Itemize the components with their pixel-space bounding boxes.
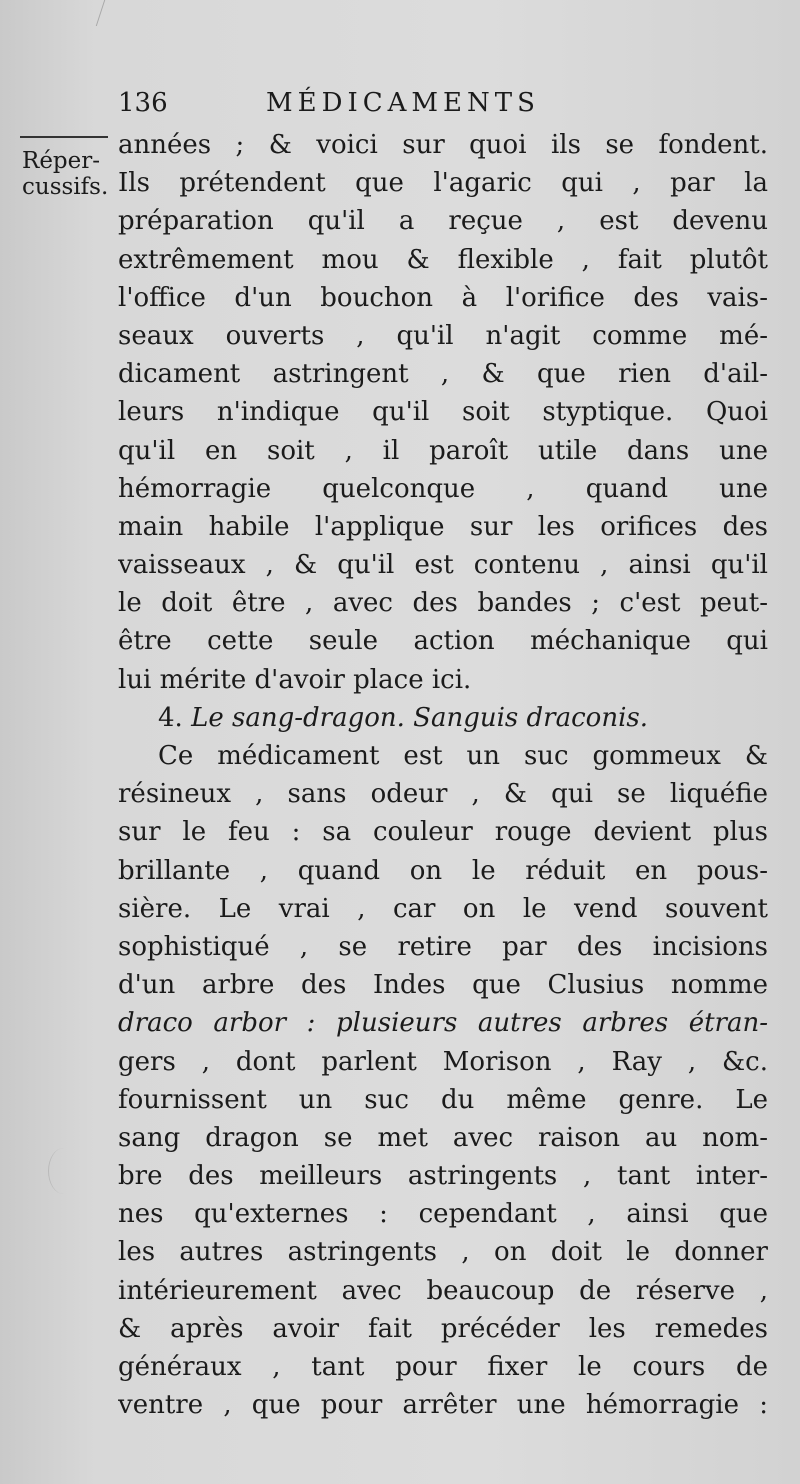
text-line: qu'il en soit , il paroît utile dans une — [118, 435, 768, 466]
text-line: généraux , tant pour fixer le cours de — [118, 1352, 768, 1382]
text-line: draco arbor : plusieurs autres arbres étran- — [118, 1008, 768, 1039]
section-title: Le sang-dragon. — [191, 702, 405, 733]
text-line: sophistiqué , se retire par des incisions — [118, 931, 768, 962]
text-line: l'office d'un bouchon à l'orifice des vais- — [118, 282, 768, 313]
text-line: les autres astringents , on doit le donner — [118, 1237, 768, 1268]
page-number: 136 — [118, 88, 168, 118]
text-line: seaux ouverts , qu'il n'agit comme mé- — [118, 320, 768, 351]
text-line: sang dragon se met avec raison au nom- — [118, 1122, 768, 1153]
text-line: sière. Le vrai , car on le vend souvent — [118, 893, 768, 924]
text-line: gers , dont parlent Morison , Ray , &c. — [118, 1046, 768, 1077]
running-header — [118, 88, 758, 124]
margin-note — [22, 148, 114, 200]
ink-stroke-mark — [96, 0, 119, 26]
text-line: préparation qu'il a reçue , est devenu — [118, 206, 768, 237]
text-line: ventre , que pour arrêter une hémorragie : — [118, 1390, 768, 1421]
text-line: Ce médicament est un suc gommeux & — [158, 741, 768, 771]
paper-smudge-mark — [48, 1148, 79, 1194]
section-latin-name: Sanguis draconis. — [413, 702, 648, 733]
text-line: fournissent un suc du même genre. Le — [118, 1084, 768, 1115]
text-line: hémorragie quelconque , quand une — [118, 473, 768, 504]
section-heading — [118, 699, 768, 737]
text-line: être cette seule action méchanique qui — [118, 626, 768, 657]
text-line: vaisseaux , & qu'il est contenu , ainsi qu'il — [118, 550, 768, 581]
text-line: main habile l'applique sur les orifices des — [118, 511, 768, 542]
text-line: sur le feu : sa couleur rouge devient plus — [118, 817, 768, 848]
text-line: leurs n'indique qu'il soit styptique. Quoi — [118, 397, 768, 428]
text-line: Ils prétendent que l'agaric qui , par la — [118, 168, 768, 199]
text-line: d'un arbre des Indes que Clusius nomme — [118, 970, 768, 1001]
margin-note-text: Réper- cussifs. — [22, 148, 109, 200]
section-number: 4. — [158, 702, 183, 733]
text-line: extrêmement mou & flexible , fait plutôt — [118, 244, 768, 275]
text-line: résineux , sans odeur , & qui se liquéfie — [118, 779, 768, 810]
text-line: brillante , quand on le réduit en pous- — [118, 855, 768, 886]
body-text — [118, 126, 768, 1424]
text-line: dicament astringent , & que rien d'ail- — [118, 359, 768, 390]
text-line: années ; & voici sur quoi ils se fondent. — [118, 130, 768, 160]
margin-rule — [20, 136, 108, 138]
text-line: le doit être , avec des bandes ; c'est peut- — [118, 588, 768, 619]
text-line: bre des meilleurs astringents , tant inter- — [118, 1161, 768, 1192]
text-line: lui mérite d'avoir place ici. — [118, 664, 472, 695]
running-title: MÉDICAMENTS — [266, 88, 540, 118]
text-line: & après avoir fait précéder les remedes — [118, 1313, 768, 1344]
text-line: nes qu'externes : cependant , ainsi que — [118, 1199, 768, 1230]
text-line: intérieurement avec beaucoup de réserve , — [118, 1275, 768, 1306]
